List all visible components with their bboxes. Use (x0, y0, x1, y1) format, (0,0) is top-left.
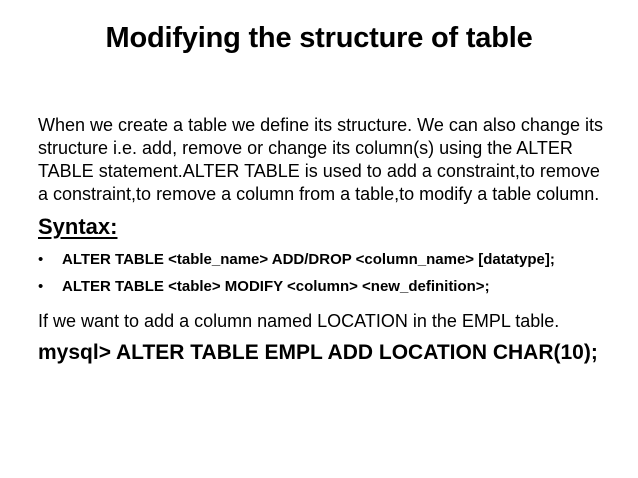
example-text: If we want to add a column named LOCATION in the EMPL table. (38, 311, 560, 331)
intro-paragraph: When we create a table we define its structure. We can also change its structure i.e. add, remove or change its column(s) using the ALTER TABLE statement.ALTER TABLE is used to add a constraint,to remove a constraint,to remove a column from a table,to modify a table column. (38, 115, 603, 204)
bullet-icon: • (38, 278, 44, 295)
syntax-item-text: ALTER TABLE <table> MODIFY <column> <new_definition>; (62, 278, 490, 295)
syntax-item (38, 273, 608, 300)
syntax-item-text: ALTER TABLE <table_name> ADD/DROP <column_name> [datatype]; (62, 251, 555, 268)
bullet-icon: • (38, 251, 44, 268)
syntax-list (38, 246, 608, 300)
example-command: mysql> ALTER TABLE EMPL ADD LOCATION CHAR(10); (38, 341, 598, 364)
syntax-heading: Syntax: (38, 214, 118, 239)
slide-title: Modifying the structure of table (105, 22, 533, 54)
slide-body (38, 114, 608, 367)
syntax-item (38, 246, 608, 273)
